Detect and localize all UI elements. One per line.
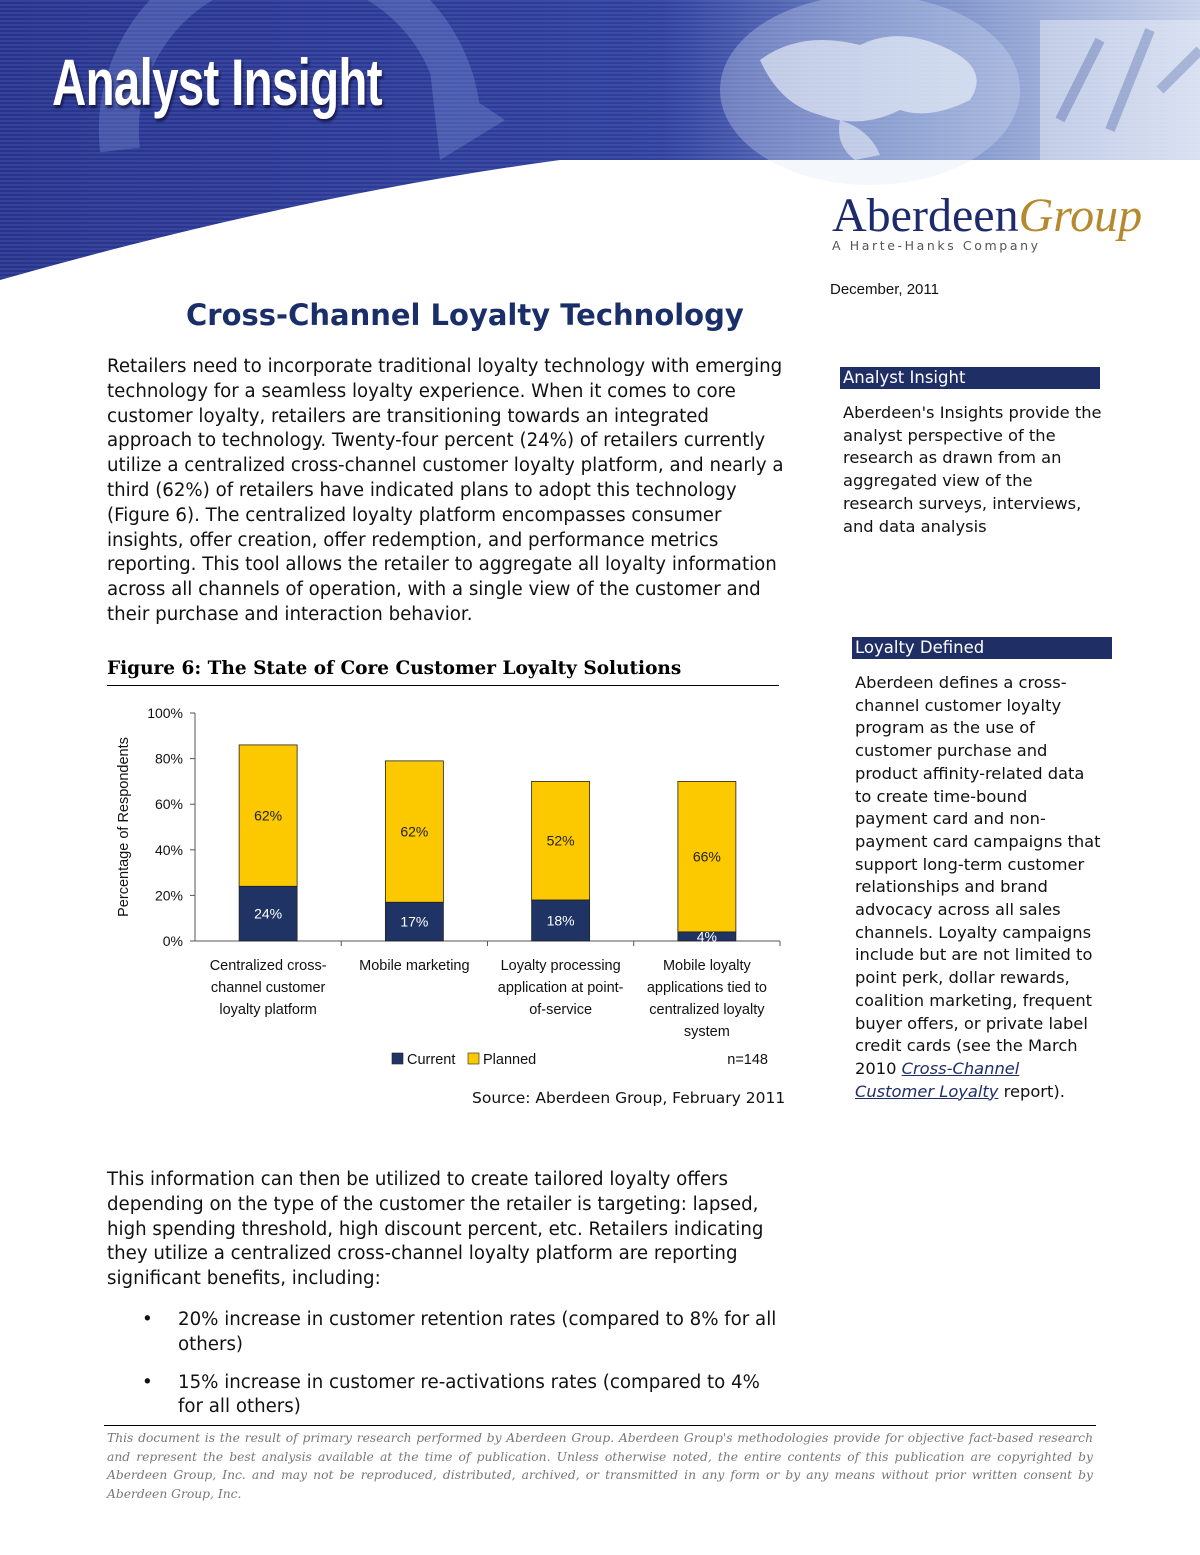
x-category-label: applications tied to — [646, 980, 767, 996]
bullet-icon: • — [142, 1371, 153, 1393]
legend-label-planned: Planned — [483, 1052, 537, 1068]
y-axis-title: Percentage of Respondents — [116, 737, 132, 917]
page-title: Cross-Channel Loyalty Technology — [186, 298, 744, 332]
stacked-bar-chart — [100, 695, 790, 1085]
legend-swatch-planned — [468, 1053, 479, 1064]
intro-paragraph: Retailers need to incorporate traditional loyalty technology with emerging technology for a seamless loyalty experience. When it comes to core customer loyalty, retailers are transitioning towards an integrated approach to technology. Twenty-four percent (24%) of retailers currently utilize a centralized cross-channel customer loyalty platform, and nearly a third (62%) of retailers have indicated plans to adopt this technology (Figure 6). The centralized loyalty platform encompasses consumer insights, offer creation, offer redemption, and performance metrics reporting. This tool allows the retailer to aggregate all loyalty information across all channels of operation, with a single view of the customer and their purchase and interaction behavior. — [107, 356, 784, 625]
sidebar-loyalty-defined-text — [855, 672, 1103, 1103]
x-category-label: Mobile marketing — [359, 958, 470, 974]
x-category-label: Centralized cross- — [209, 958, 327, 974]
list-item — [140, 1371, 780, 1421]
bullet-text: 15% increase in customer re-activations rates (compared to 4% for all others) — [178, 1371, 760, 1418]
brand-name-part1: Aberdeen — [832, 189, 1019, 242]
banner-title: Analyst Insight — [52, 45, 382, 119]
data-label-planned: 52% — [546, 832, 575, 849]
data-label-current: 17% — [400, 913, 429, 930]
data-label-planned: 62% — [400, 823, 429, 840]
brand-name-part2: Group — [1018, 189, 1143, 242]
y-tick-label: 100% — [147, 705, 183, 721]
sidebar-heading-loyalty-defined: Loyalty Defined — [852, 637, 1112, 659]
benefits-list — [140, 1308, 780, 1433]
data-label-current: 4% — [696, 928, 717, 945]
sidebar-analyst-insight-text: Aberdeen's Insights provide the analyst perspective of the research as drawn from an aggregated view of the research surveys, interviews, and data analysis — [843, 403, 1102, 536]
list-item — [140, 1308, 780, 1358]
chart-source: Source: Aberdeen Group, February 2011 — [472, 1089, 786, 1107]
data-label-current: 24% — [254, 905, 283, 922]
y-tick-label: 20% — [154, 887, 183, 904]
y-tick-label: 0% — [162, 933, 183, 949]
publication-date: December, 2011 — [830, 281, 939, 298]
y-tick-label: 80% — [154, 750, 183, 767]
sidebar-heading-analyst-insight: Analyst Insight — [840, 367, 1100, 389]
x-category-label: Loyalty processing — [500, 958, 621, 974]
x-category-label: application at point- — [497, 980, 624, 996]
figure-title: Figure 6: The State of Core Customer Loyalty Solutions — [107, 658, 779, 686]
data-label-planned: 62% — [254, 807, 283, 824]
copyright-footer: This document is the result of primary research performed by Aberdeen Group. Aberdeen Group's methodologies provide for objective fact-based research and represent the best analysis available at the time of publication. Unless otherwise noted, the entire contents of this publication are copyrighted by Aberdeen Group, Inc. and may not be reproduced, distributed, archived, or transmitted in any form or by any means without prior written consent by Aberdeen Group, Inc. — [107, 1431, 1093, 1501]
aberdeen-group-logo — [832, 188, 1142, 243]
x-category-label: channel customer — [210, 980, 326, 996]
x-category-label: of-service — [529, 1002, 593, 1018]
brand-tagline: A Harte-Hanks Company — [832, 238, 1041, 253]
legend-label-current: Current — [407, 1052, 456, 1068]
loyalty-defined-text-after: report). — [998, 1081, 1065, 1101]
y-tick-label: 40% — [154, 841, 183, 858]
x-category-label: Mobile loyalty — [662, 958, 751, 974]
x-category-label: system — [683, 1024, 730, 1040]
footer-divider — [104, 1425, 1096, 1426]
legend-swatch-current — [392, 1053, 403, 1064]
sample-size-note: n=148 — [727, 1052, 768, 1068]
chart-svg — [100, 695, 790, 1080]
data-label-planned: 66% — [692, 848, 721, 865]
loyalty-defined-text-before: Aberdeen defines a cross-channel customer loyalty program as the use of customer purchase and product affinity-related data to create time-bound payment card and non-payment card campaigns that support long-term customer relationships and brand advocacy across all sales channels. Loyalty campaigns include but are not limited to point perk, dollar rewards, coalition marketing, frequent buyer offers, or private label credit cards (see the March 2010 — [855, 673, 1101, 1078]
stock-ticker-graphic — [1040, 20, 1200, 160]
x-category-label: loyalty platform — [219, 1002, 317, 1018]
data-label-current: 18% — [546, 912, 575, 929]
followup-paragraph: This information can then be utilized to create tailored loyalty offers depending on the type of the customer the retailer is targeting: lapsed, high spending threshold, high discount percent, etc. Retailers indicating they utilize a centralized cross-channel loyalty platform are reporting significant benefits, including: — [107, 1169, 764, 1290]
cross-channel-report-link[interactable]: Cross-Channel Customer Loyalty — [855, 1058, 1020, 1101]
bullet-text: 20% increase in customer retention rates (compared to 8% for all others) — [178, 1309, 777, 1355]
bullet-icon: • — [142, 1309, 153, 1330]
y-tick-label: 60% — [154, 796, 183, 813]
world-map-graphic — [720, 0, 1020, 185]
x-category-label: centralized loyalty — [649, 1002, 765, 1018]
